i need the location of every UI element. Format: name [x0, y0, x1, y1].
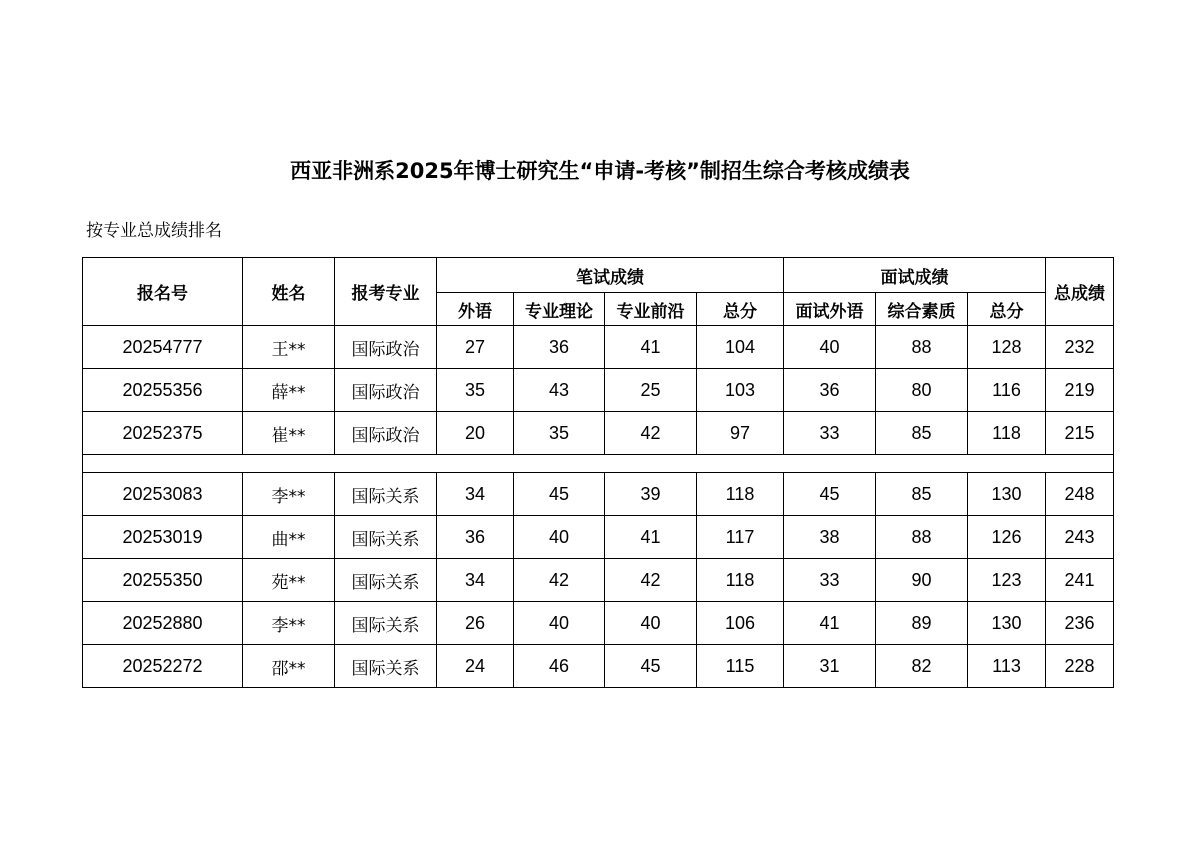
cell-interview-quality: 90 [876, 559, 968, 602]
table-row [83, 412, 1114, 455]
cell-total: 236 [1046, 602, 1114, 645]
cell-id: 20252880 [83, 602, 243, 645]
cell-interview-quality: 85 [876, 473, 968, 516]
header-name: 姓名 [243, 258, 335, 326]
cell-name: 李** [243, 473, 335, 516]
cell-id: 20253019 [83, 516, 243, 559]
ranking-subtitle: 按专业总成绩排名 [86, 221, 222, 241]
cell-name: 崔** [243, 412, 335, 455]
cell-major: 国际关系 [335, 473, 437, 516]
cell-major: 国际政治 [335, 369, 437, 412]
cell-written-frontier: 42 [605, 559, 697, 602]
cell-written-total: 118 [697, 559, 784, 602]
cell-interview-quality: 88 [876, 516, 968, 559]
cell-interview-quality: 85 [876, 412, 968, 455]
cell-interview-foreign: 33 [784, 412, 876, 455]
cell-written-total: 103 [697, 369, 784, 412]
cell-name: 邵** [243, 645, 335, 688]
cell-written-foreign: 24 [437, 645, 514, 688]
cell-interview-quality: 80 [876, 369, 968, 412]
cell-name: 李** [243, 602, 335, 645]
cell-written-total: 115 [697, 645, 784, 688]
header-interview-group: 面试成绩 [784, 258, 1046, 293]
scores-table [82, 257, 1114, 688]
cell-written-theory: 43 [514, 369, 605, 412]
cell-interview-total: 126 [968, 516, 1046, 559]
header-written-total: 总分 [697, 293, 784, 326]
table-row [83, 602, 1114, 645]
separator-cell [83, 455, 1114, 473]
cell-name: 曲** [243, 516, 335, 559]
cell-name: 王** [243, 326, 335, 369]
cell-major: 国际政治 [335, 326, 437, 369]
table-row [83, 645, 1114, 688]
cell-written-foreign: 34 [437, 473, 514, 516]
cell-interview-total: 113 [968, 645, 1046, 688]
cell-name: 薛** [243, 369, 335, 412]
cell-written-foreign: 26 [437, 602, 514, 645]
header-interview-total: 总分 [968, 293, 1046, 326]
cell-interview-total: 123 [968, 559, 1046, 602]
cell-id: 20254777 [83, 326, 243, 369]
cell-total: 219 [1046, 369, 1114, 412]
cell-id: 20255356 [83, 369, 243, 412]
header-row-1 [83, 258, 1114, 293]
cell-interview-foreign: 33 [784, 559, 876, 602]
cell-id: 20253083 [83, 473, 243, 516]
cell-major: 国际关系 [335, 559, 437, 602]
cell-interview-total: 130 [968, 473, 1046, 516]
cell-written-foreign: 36 [437, 516, 514, 559]
cell-total: 232 [1046, 326, 1114, 369]
table-row [83, 473, 1114, 516]
cell-interview-total: 130 [968, 602, 1046, 645]
cell-interview-quality: 88 [876, 326, 968, 369]
cell-interview-foreign: 45 [784, 473, 876, 516]
cell-interview-total: 116 [968, 369, 1046, 412]
cell-written-theory: 36 [514, 326, 605, 369]
header-written-group: 笔试成绩 [437, 258, 784, 293]
header-total: 总成绩 [1046, 258, 1114, 326]
cell-written-frontier: 42 [605, 412, 697, 455]
cell-written-frontier: 45 [605, 645, 697, 688]
cell-interview-foreign: 36 [784, 369, 876, 412]
group-separator-row [83, 455, 1114, 473]
cell-written-foreign: 27 [437, 326, 514, 369]
cell-total: 241 [1046, 559, 1114, 602]
cell-written-theory: 45 [514, 473, 605, 516]
header-major: 报考专业 [335, 258, 437, 326]
cell-written-theory: 40 [514, 516, 605, 559]
cell-interview-foreign: 40 [784, 326, 876, 369]
cell-written-total: 106 [697, 602, 784, 645]
cell-written-total: 104 [697, 326, 784, 369]
cell-major: 国际关系 [335, 516, 437, 559]
cell-written-frontier: 41 [605, 326, 697, 369]
cell-written-theory: 46 [514, 645, 605, 688]
cell-major: 国际政治 [335, 412, 437, 455]
cell-written-frontier: 40 [605, 602, 697, 645]
header-written-foreign: 外语 [437, 293, 514, 326]
cell-written-theory: 40 [514, 602, 605, 645]
header-id: 报名号 [83, 258, 243, 326]
cell-written-theory: 42 [514, 559, 605, 602]
cell-written-total: 118 [697, 473, 784, 516]
cell-interview-foreign: 38 [784, 516, 876, 559]
cell-interview-quality: 82 [876, 645, 968, 688]
cell-interview-total: 118 [968, 412, 1046, 455]
cell-interview-foreign: 31 [784, 645, 876, 688]
cell-interview-foreign: 41 [784, 602, 876, 645]
header-interview-quality: 综合素质 [876, 293, 968, 326]
cell-written-frontier: 41 [605, 516, 697, 559]
cell-written-theory: 35 [514, 412, 605, 455]
cell-total: 228 [1046, 645, 1114, 688]
table-row [83, 559, 1114, 602]
table-row [83, 516, 1114, 559]
header-written-frontier: 专业前沿 [605, 293, 697, 326]
cell-written-frontier: 39 [605, 473, 697, 516]
cell-major: 国际关系 [335, 645, 437, 688]
cell-interview-quality: 89 [876, 602, 968, 645]
cell-written-foreign: 34 [437, 559, 514, 602]
cell-interview-total: 128 [968, 326, 1046, 369]
cell-id: 20255350 [83, 559, 243, 602]
cell-written-foreign: 35 [437, 369, 514, 412]
cell-total: 243 [1046, 516, 1114, 559]
cell-written-foreign: 20 [437, 412, 514, 455]
cell-total: 248 [1046, 473, 1114, 516]
cell-id: 20252272 [83, 645, 243, 688]
table-row [83, 369, 1114, 412]
header-interview-foreign: 面试外语 [784, 293, 876, 326]
table-row [83, 326, 1114, 369]
cell-major: 国际关系 [335, 602, 437, 645]
header-written-theory: 专业理论 [514, 293, 605, 326]
cell-id: 20252375 [83, 412, 243, 455]
page-title: 西亚非洲系2025年博士研究生“申请-考核”制招生综合考核成绩表 [290, 159, 910, 183]
cell-written-total: 117 [697, 516, 784, 559]
cell-total: 215 [1046, 412, 1114, 455]
cell-written-total: 97 [697, 412, 784, 455]
cell-name: 苑** [243, 559, 335, 602]
cell-written-frontier: 25 [605, 369, 697, 412]
